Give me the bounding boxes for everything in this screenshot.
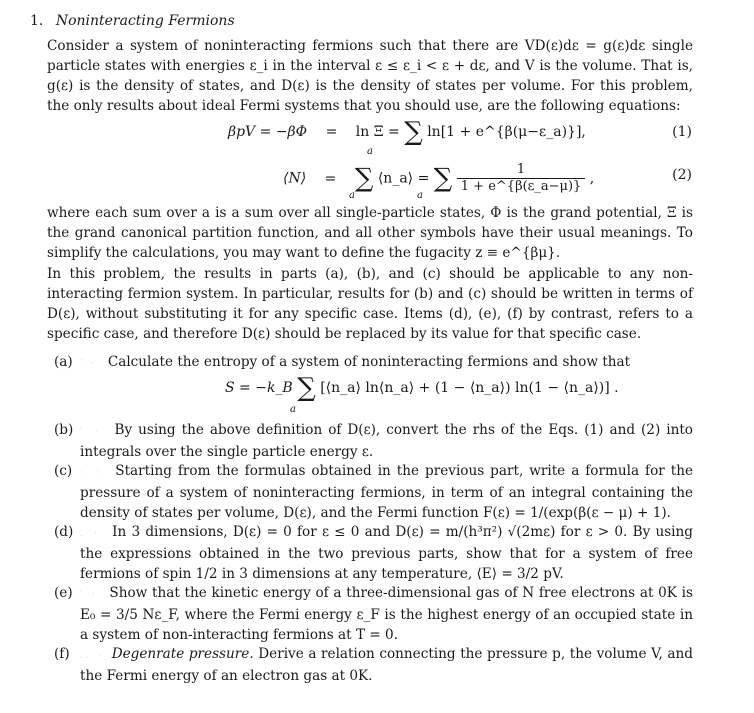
part-f-text: Derive a relation connecting the pressure p, the volume V, and the Fermi energy of an electron gas at 0K. xyxy=(80,646,693,684)
entropy-rhs: [⟨n_a⟩ ln⟨n_a⟩ + (1 − ⟨n_a⟩) ln(1 − ⟨n_a⟩)] . xyxy=(320,380,619,396)
after-equations-paragraph: where each sum over a is a sum over all single-particle states, Φ is the grand potential, Ξ is the grand canonical partition function, and all other symbols have their usual meanings. To simplify the calculations, you may want to define the fugacity z ≡ e^{βμ}. xyxy=(47,205,693,261)
part-a-text: Calculate the entropy of a system of noninteracting fermions and show that xyxy=(107,354,631,370)
problem-title: Noninteracting Fermions xyxy=(55,13,235,29)
part-e-text: Show that the kinetic energy of a three-dimensional gas of N free electrons at 0K is E₀ = 3/5 Nε_F, where the Fermi energy ε_F is the highest energy of an occupied state in a system of non-interacting fermions at T = 0. xyxy=(80,585,693,643)
part-f-title: Degenrate pressure. xyxy=(111,646,254,662)
part-d-text: In 3 dimensions, D(ε) = 0 for ε ≤ 0 and D(ε) = m/(h³π²) √(2mε) for ε > 0. By using the expressions obtained in the two previous parts, show that for a system of free fermions of spin 1/2 in 3 dimensions at any temperature, ⟨E⟩ = 3/2 pV. xyxy=(80,524,693,582)
part-c xyxy=(47,461,693,523)
equation-2 xyxy=(283,162,594,195)
part-f-faint-mark: . . · xyxy=(80,651,102,661)
eq2-number: (2) xyxy=(672,167,692,183)
equation-1 xyxy=(228,117,586,147)
intro-paragraph: Consider a system of noninteracting fermions such that there are VD(ε)dε = g(ε)dε single particle states with energies ε_i in the interval ε ≤ ε_i < ε + dε, and V is the volume. That is, g(ε) is the density of states, and D(ε) is the density of states per volume. For this problem, the only results about ideal Fermi systems that you should use, are the following equations: xyxy=(47,38,693,114)
eq1-lhs: βpV = −βΦ xyxy=(228,124,308,140)
part-e xyxy=(47,583,693,645)
part-c-text: Starting from the formulas obtained in the previous part, write a formula for the pressure of a system of noninteracting fermions, in term of an integral containing the density of states per volume, D(ε), and the Fermi function F(ε) = 1/(exp(β(ε − μ) + 1). xyxy=(80,463,694,521)
eq2-rhs-a: ⟨n_a⟩ = xyxy=(377,170,430,187)
part-b xyxy=(47,420,693,462)
part-f xyxy=(47,644,693,686)
eq1-equals: = xyxy=(325,124,338,140)
eq2-lhs: ⟨N⟩ xyxy=(283,170,307,187)
eq2-fraction xyxy=(457,162,586,195)
eq1-rhs-a: ln Ξ = xyxy=(355,124,400,140)
eq2-equals: = xyxy=(324,170,337,187)
eq1-rhs-b: ln[1 + e^{β(μ−ε_a)}], xyxy=(427,124,586,140)
entropy-sum-index: a xyxy=(290,404,296,415)
entropy-lhs: S = −k_B xyxy=(225,380,293,396)
eq2-sum-symbol-1: ∑ xyxy=(354,163,374,194)
part-d xyxy=(47,522,693,584)
part-f-label: (f) xyxy=(54,646,70,662)
eq2-frac-denominator: 1 + e^{β(ε_a−μ)} xyxy=(460,179,582,194)
part-b-faint-mark: ′ · xyxy=(80,427,99,437)
part-a xyxy=(47,352,693,374)
part-b-label: (b) xyxy=(54,422,74,438)
part-d-label: (d) xyxy=(54,524,74,540)
part-e-label: (e) xyxy=(54,585,73,601)
part-c-faint-mark: · · xyxy=(80,468,100,478)
eq1-sum-index: a xyxy=(367,146,373,157)
part-a-faint-mark: ′ · xyxy=(80,359,94,369)
part-c-label: (c) xyxy=(54,463,73,479)
eq2-sum-index-1: a xyxy=(349,190,355,201)
eq2-sum-index-2: a xyxy=(417,190,423,201)
entropy-sum-symbol: ∑ xyxy=(297,373,316,403)
part-a-label: (a) xyxy=(54,354,73,370)
eq2-frac-numerator: 1 xyxy=(457,162,586,179)
eq1-sum-symbol: ∑ xyxy=(404,117,423,147)
eq2-tail: , xyxy=(589,170,595,187)
part-d-faint-mark: . · xyxy=(80,529,97,539)
context-paragraph: In this problem, the results in parts (a), (b), and (c) should be applicable to any non-interacting fermion system. In particular, results for (b) and (c) should be written in terms of D(ε), without substituting it for any specific case. Items (d), (e), (f) by contrast, refers to a specific case, and therefore D(ε) should be replaced by its value for that specific case. xyxy=(47,266,693,342)
eq1-number: (1) xyxy=(672,124,692,140)
eq2-sum-symbol-2: ∑ xyxy=(433,163,453,194)
part-b-text: By using the above definition of D(ε), convert the rhs of the Eqs. (1) and (2) into integrals over the single particle energy ε. xyxy=(80,422,693,460)
problem-number: 1. xyxy=(30,13,44,29)
problem-heading xyxy=(30,11,235,31)
part-e-faint-mark: ′ · xyxy=(80,590,95,600)
entropy-equation xyxy=(225,373,619,403)
